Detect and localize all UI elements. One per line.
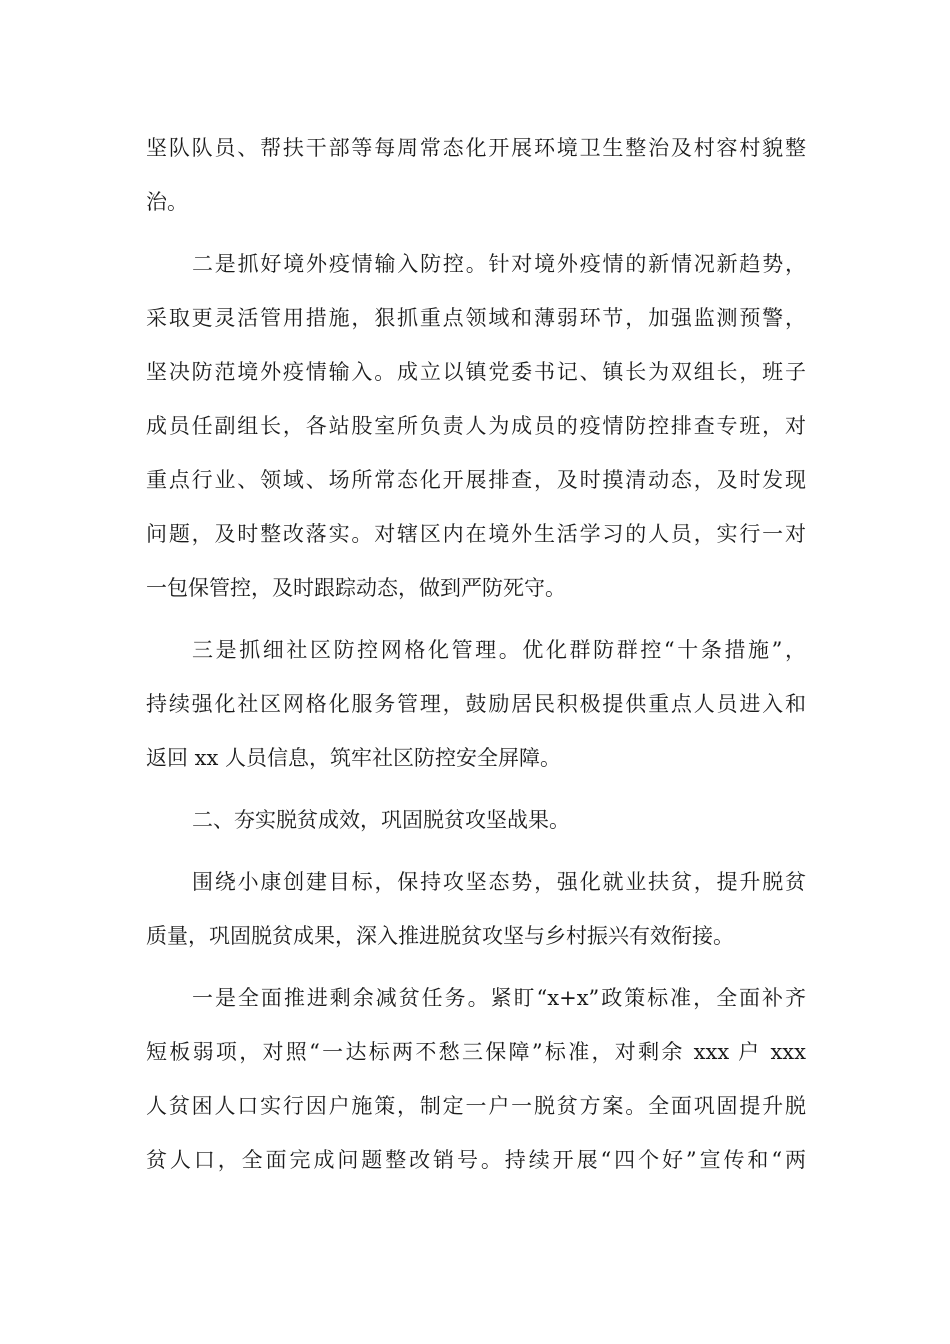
body-line: 重点行业、领域、场所常态化开展排查，及时摸清动态，及时发现 [146,468,806,492]
paragraph-first-line: 三是抓细社区防控网格化管理。优化群防群控“十条措施”， [192,638,806,662]
section-heading: 二、夯实脱贫成效，巩固脱贫攻坚战果。 [192,808,570,832]
body-line: 一包保管控，及时跟踪动态，做到严防死守。 [146,576,566,600]
body-line: 人贫困人口实行因户施策，制定一户一脱贫方案。全面巩固提升脱 [146,1094,806,1118]
body-line: 采取更灵活管用措施，狠抓重点领域和薄弱环节，加强监测预警， [146,306,806,330]
body-line: 质量，巩固脱贫成果，深入推进脱贫攻坚与乡村振兴有效衔接。 [146,924,734,948]
paragraph-first-line: 围绕小康创建目标，保持攻坚态势，强化就业扶贫，提升脱贫 [192,870,806,894]
body-line: 返回 xx 人员信息，筑牢社区防控安全屏障。 [146,746,562,770]
paragraph-first-line: 一是全面推进剩余减贫任务。紧盯“x+x”政策标准，全面补齐 [192,986,806,1010]
body-line: 问题，及时整改落实。对辖区内在境外生活学习的人员，实行一对 [146,522,806,546]
body-line: 坚决防范境外疫情输入。成立以镇党委书记、镇长为双组长，班子 [146,360,806,384]
body-line: 贫人口，全面完成问题整改销号。持续开展“四个好”宣传和“两 [146,1148,806,1172]
body-line: 成员任副组长，各站股室所负责人为成员的疫情防控排查专班，对 [146,414,806,438]
body-line: 短板弱项，对照“一达标两不愁三保障”标准，对剩余 xxx 户 xxx [146,1040,806,1064]
body-line: 坚队队员、帮扶干部等每周常态化开展环境卫生整治及村容村貌整 [146,136,806,160]
body-line: 治。 [146,190,188,214]
body-line: 持续强化社区网格化服务管理，鼓励居民积极提供重点人员进入和 [146,692,806,716]
paragraph-first-line: 二是抓好境外疫情输入防控。针对境外疫情的新情况新趋势， [192,252,806,276]
